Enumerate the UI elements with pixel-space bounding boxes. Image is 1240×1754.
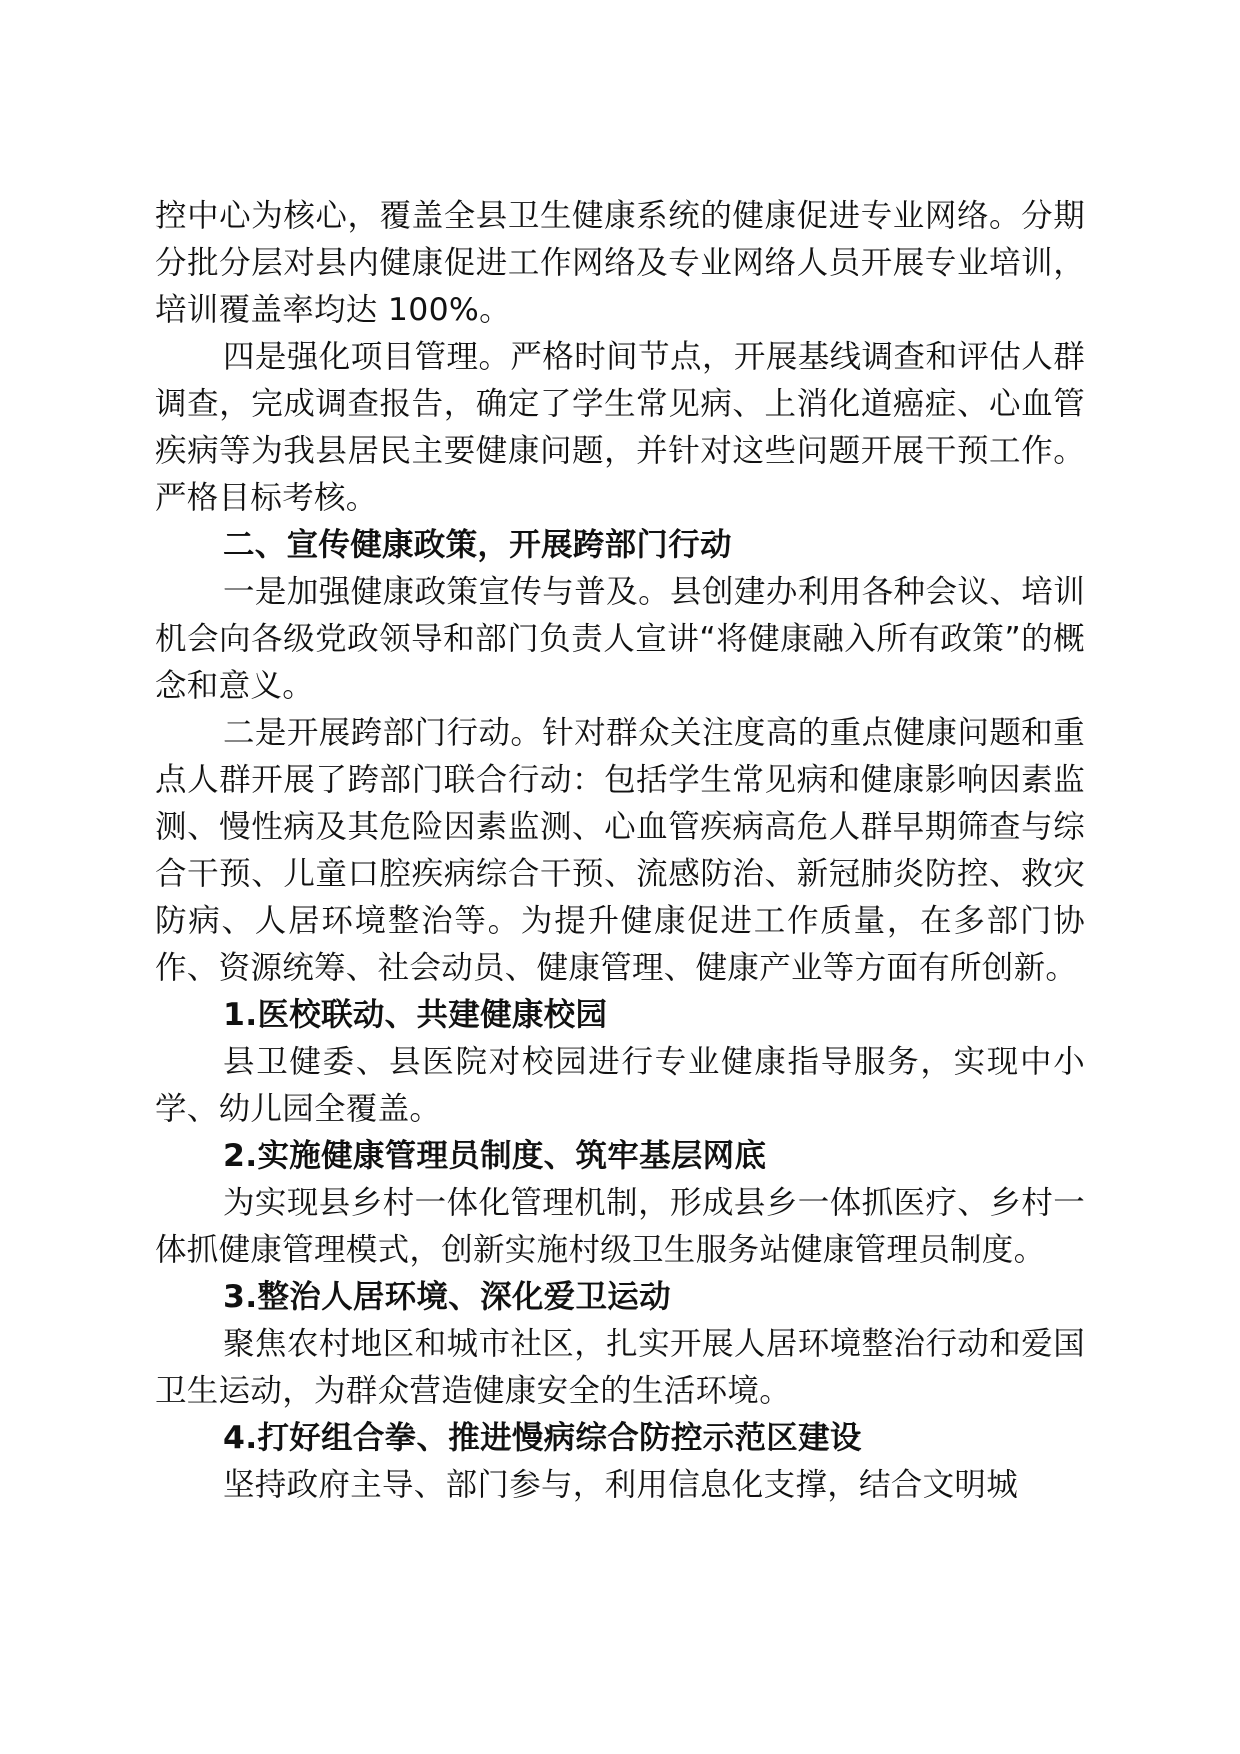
subsection-heading: 1.医校联动、共建健康校园 <box>223 997 608 1033</box>
subsection-heading: 3.整治人居环境、深化爱卫运动 <box>223 1279 671 1315</box>
body-paragraph: 聚焦农村地区和城市社区，扎实开展人居环境整治行动和爱国卫生运动，为群众营造健康安全的生活环境。 <box>155 1326 1085 1409</box>
body-paragraph: 二是开展跨部门行动。针对群众关注度高的重点健康问题和重点人群开展了跨部门联合行动：包括学生常见病和健康影响因素监测、慢性病及其危险因素监测、心血管疾病高危人群早期筛查与综合干预、儿童口腔疾病综合干预、流感防治、新冠肺炎防控、救灾防病、人居环境整治等。为提升健康促进工作质量，在多部门协作、资源统筹、社会动员、健康管理、健康产业等方面有所创新。 <box>155 715 1085 986</box>
section-heading: 二、宣传健康政策，开展跨部门行动 <box>223 527 732 563</box>
body-paragraph: 四是强化项目管理。严格时间节点，开展基线调查和评估人群调查，完成调查报告，确定了学生常见病、上消化道癌症、心血管疾病等为我县居民主要健康问题，并针对这些问题开展干预工作。严格目标考核。 <box>155 339 1085 516</box>
document-page <box>155 193 1085 1509</box>
subsection-heading: 4.打好组合拳、推进慢病综合防控示范区建设 <box>223 1420 862 1456</box>
body-paragraph: 一是加强健康政策宣传与普及。县创建办利用各种会议、培训机会向各级党政领导和部门负责人宣讲“将健康融入所有政策”的概念和意义。 <box>155 574 1085 704</box>
body-paragraph: 坚持政府主导、部门参与，利用信息化支撑，结合文明城 <box>223 1467 1019 1503</box>
body-paragraph: 控中心为核心，覆盖全县卫生健康系统的健康促进专业网络。分期分批分层对县内健康促进工作网络及专业网络人员开展专业培训，培训覆盖率均达 100%。 <box>155 198 1085 328</box>
body-paragraph: 县卫健委、县医院对校园进行专业健康指导服务，实现中小学、幼儿园全覆盖。 <box>155 1044 1085 1127</box>
subsection-heading: 2.实施健康管理员制度、筑牢基层网底 <box>223 1138 767 1174</box>
body-paragraph: 为实现县乡村一体化管理机制，形成县乡一体抓医疗、乡村一体抓健康管理模式，创新实施村级卫生服务站健康管理员制度。 <box>155 1185 1085 1268</box>
